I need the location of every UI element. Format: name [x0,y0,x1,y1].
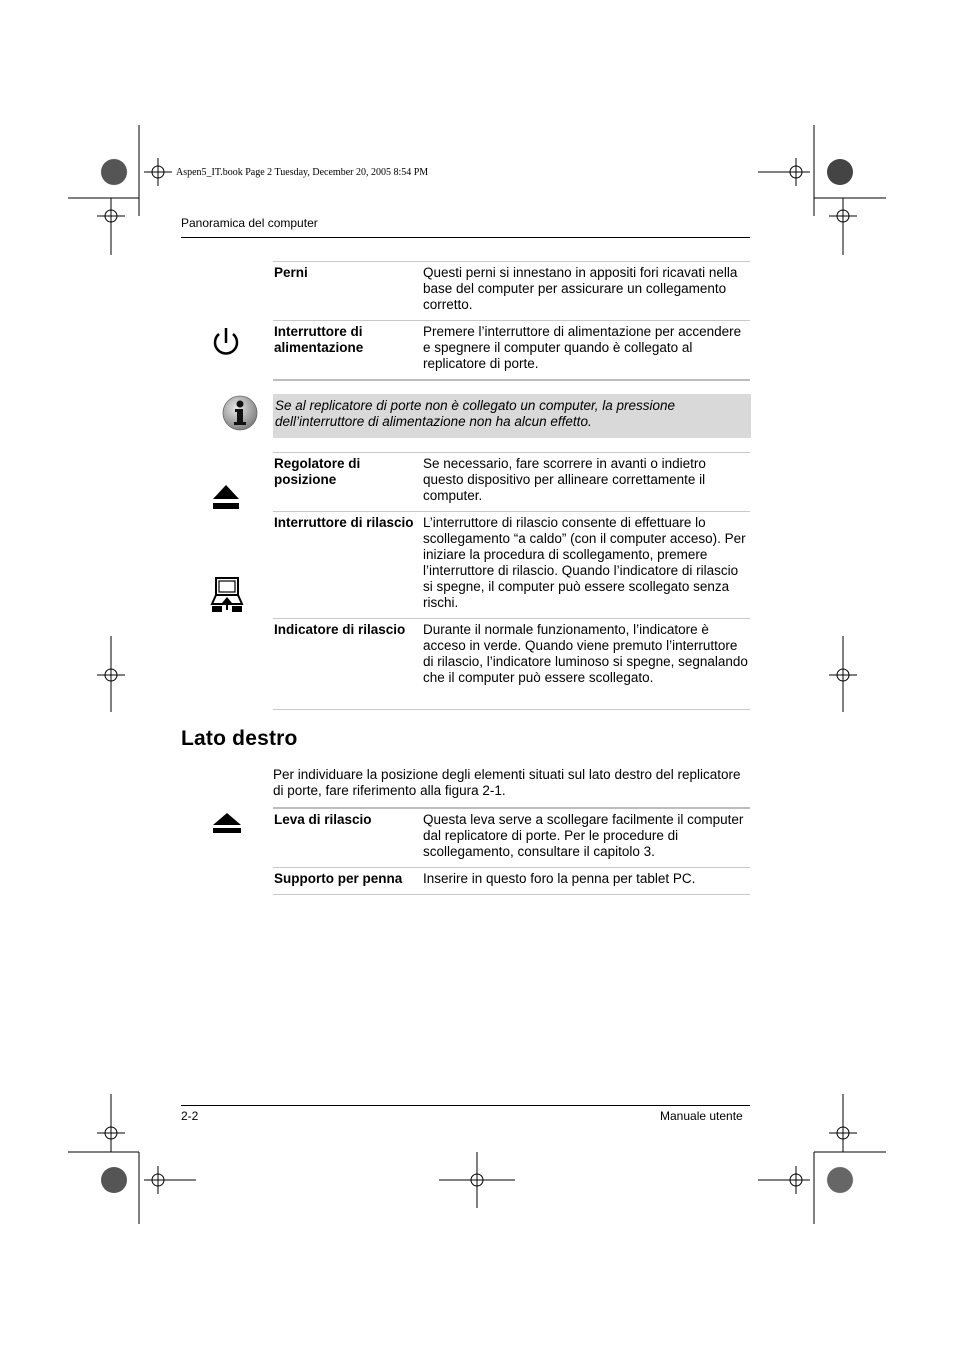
note-box [273,394,751,438]
section-heading: Lato destro [181,727,298,750]
row-label: Interruttore di alimentazione [274,324,364,355]
row-label: Regolatore di posizione [274,456,361,487]
power-icon [210,326,242,360]
table-row [273,868,750,894]
eject-icon [211,483,241,511]
row-label: Indicatore di rilascio [274,622,406,637]
row-label: Leva di rilascio [274,812,372,827]
table-row [273,809,750,867]
row-description: Durante il normale funzionamento, l’indicatore è acceso in verde. Quando viene premuto l’interruttore di rilascio, l’indicatore luminoso si spegne, segnalando che il computer può essere scollegato. [423,622,748,685]
table3-bottom-rule [273,894,750,895]
table-row [273,619,750,709]
table-row [273,262,750,320]
table-row [273,321,750,379]
row-description: Questi perni si innestano in appositi fori ricavati nella base del computer per assicurare un collegamento corretto. [423,265,738,312]
undock-computer-icon [210,576,244,616]
row-label: Interruttore di rilascio [274,515,414,530]
info-icon [221,394,259,432]
note-text: Se al replicatore di porte non è collegato un computer, la pressione dell’interruttore di alimentazione non ha alcun effetto. [275,398,675,429]
page-number: 2-2 [181,1109,199,1123]
eject-icon [211,812,243,836]
print-info: Aspen5_IT.book Page 2 Tuesday, December 20, 2005 8:54 PM [176,167,429,178]
section-intro: Per individuare la posizione degli elementi situati sul lato destro del replicatore di porte, fare riferimento alla figura 2-1. [273,767,741,798]
footer-rule [181,1105,750,1106]
row-label: Perni [274,265,308,280]
table2-bottom-rule [273,709,750,710]
row-description: Premere l’interruttore di alimentazione per accendere e spegnere il computer quando è collegato al replicatore di porte. [423,324,742,371]
table1-bottom-rule [273,379,750,381]
header-rule [181,237,750,238]
row-description: Inserire in questo foro la penna per tablet PC. [423,871,696,886]
running-header: Panoramica del computer [181,216,318,230]
table-row [273,453,750,511]
table-row [273,512,750,618]
manual-title: Manuale utente [660,1109,743,1123]
row-description: L’interruttore di rilascio consente di effettuare lo scollegamento “a caldo” (con il computer acceso). Per iniziare la procedura di scollegamento, premere l’interruttore di rilascio. Quando l’indicatore di rilascio si spegne, il computer può essere scollegato senza rischi. [423,515,746,610]
row-description: Questa leva serve a scollegare facilmente il computer dal replicatore di porte. Per le procedure di scollegamento, consultare il capitolo 3. [423,812,744,859]
row-description: Se necessario, fare scorrere in avanti o indietro questo dispositivo per allineare correttamente il computer. [423,456,706,503]
row-label: Supporto per penna [274,871,403,886]
